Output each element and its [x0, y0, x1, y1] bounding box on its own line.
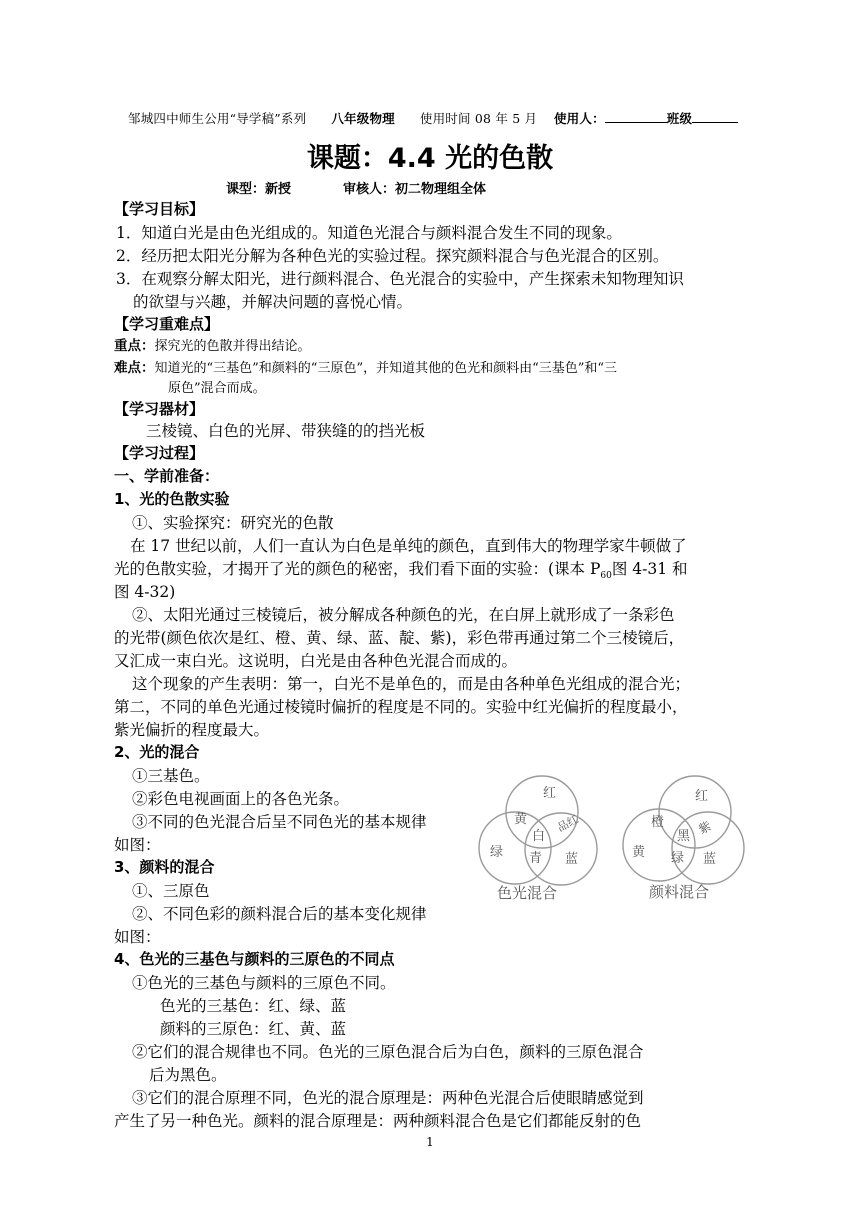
section-2-heading: 2、光的混合: [114, 743, 200, 761]
pigment-label-purple: 紫: [696, 818, 714, 837]
s2-line: ③不同的色光混合后呈不同色光的基本规律: [132, 813, 427, 831]
s1-line: 的光带(颜色依次是红、橙、黄、绿、蓝、靛、紫)，彩色带再通过第二个三棱镜后，: [114, 629, 685, 647]
pigment-label-red: 红: [695, 789, 709, 804]
s4-line: 产生了另一种色光。颜料的混合原理是：两种颜料混合色是它们都能反射的色: [114, 1112, 642, 1130]
pigment-label-orange: 橙: [651, 815, 665, 830]
subtitle: [226, 178, 486, 197]
s1-line: 紫光偏折的程度最大。: [114, 721, 270, 739]
goals-heading: 【学习目标】: [114, 200, 205, 218]
light-label-yellow: 黄: [514, 812, 528, 827]
s3-line: ①、三原色: [132, 882, 210, 900]
s1-line: [114, 557, 688, 581]
light-label-blue: 蓝: [565, 852, 579, 867]
focus-text: 探究光的色散并得出结论。: [154, 339, 311, 354]
pigment-red-circle: [659, 776, 731, 848]
s1-line: ①、实验探究：研究光的色散: [132, 514, 334, 532]
s4-line: 后为黑色。: [149, 1066, 227, 1084]
s1-line: 第二，不同的单色光通过棱镜时偏折的程度是不同的。实验中红光偏折的程度最小，: [114, 698, 688, 716]
page-title: 课题：4.4 光的色散: [306, 143, 554, 174]
header-series: 邹城四中师生公用“导学稿”系列: [128, 111, 307, 126]
header-date: 使用时间 08 年 5 月: [419, 111, 538, 126]
s1-line: 又汇成一束白光。这说明，白光是由各种色光混合而成的。: [114, 652, 518, 670]
equipment-heading: 【学习器材】: [114, 400, 205, 418]
s2-line: 如图：: [114, 836, 161, 854]
hard-line: [114, 356, 617, 376]
class-blank: [692, 110, 738, 123]
s1-line-part: 图 4-31 和: [611, 560, 688, 578]
s1-line: 在 17 世纪以前，人们一直认为白色是单纯的颜色，直到伟大的物理学家牛顿做了: [130, 537, 687, 555]
s1-line-part: 光的色散实验，才揭开了光的颜色的秘密，我们看下面的实验：(课本 P: [114, 560, 601, 578]
s1-line: 这个现象的产生表明：第一，白光不是单色的，而是由各种单色光组成的混合光；: [132, 675, 691, 693]
hard-text: 知道光的“三基色”和颜料的“三原色”，并知道其他的色光和颜料由“三基色”和“三: [154, 361, 618, 376]
light-label-white: 白: [532, 829, 546, 844]
header-course: 八年级物理: [331, 111, 395, 126]
hard-text-cont: 原色”混合而成。: [168, 381, 266, 396]
pigment-label-black: 黑: [677, 829, 691, 844]
goal-item: 的欲望与兴趣，并解决问题的喜悦心情。: [133, 293, 413, 311]
hard-label: 难点：: [114, 360, 155, 376]
key-heading: 【学习重难点】: [114, 315, 220, 333]
light-caption: 色光混合: [497, 884, 558, 902]
s1-line: 图 4-32): [114, 583, 176, 601]
light-label-green: 绿: [490, 845, 504, 860]
focus-label: 重点：: [114, 338, 155, 354]
reviewer: 审核人：初二物理组全体: [343, 182, 487, 197]
s2-line: ①三基色。: [132, 767, 210, 785]
pigment-label-green: 绿: [671, 851, 685, 866]
s4-line: 色光的三基色：红、绿、蓝: [160, 997, 347, 1015]
s4-line: 颜料的三原色：红、黄、蓝: [160, 1020, 347, 1038]
lesson-type: 课型：新授: [226, 182, 292, 197]
goal-item: 3．在观察分解太阳光，进行颜料混合、色光混合的实验中，产生探索未知物理知识: [116, 270, 684, 288]
equipment-text: 三棱镜、白色的光屏、带狭缝的的挡光板: [146, 422, 426, 440]
s1-line: ②、太阳光通过三棱镜后，被分解成各种颜色的光，在白屏上就形成了一条彩色: [132, 606, 675, 624]
light-label-magenta: 品红: [555, 812, 581, 835]
s3-line: ②、不同色彩的颜料混合后的基本变化规律: [132, 905, 427, 923]
pigment-label-yellow: 黄: [632, 845, 646, 860]
pigment-caption: 颜料混合: [649, 883, 710, 901]
header-class-label: 班级: [666, 111, 693, 126]
light-label-cyan: 青: [529, 851, 543, 866]
pigment-label-blue: 蓝: [703, 852, 717, 867]
section-1-heading: 1、光的色散实验: [114, 490, 230, 508]
section-4-heading: 4、色光的三基色与颜料的三原色的不同点: [114, 950, 395, 968]
s4-line: ①色光的三基色与颜料的三原色不同。: [132, 974, 396, 992]
s3-line: 如图：: [114, 928, 161, 946]
section-3-heading: 3、颜料的混合: [114, 858, 215, 876]
goal-item: 1．知道白光是由色光组成的。知道色光混合与颜料混合发生不同的现象。: [116, 224, 622, 242]
s2-line: ②彩色电视画面上的各色光条。: [132, 790, 350, 808]
page-header: [128, 109, 738, 127]
light-label-red: 红: [543, 786, 557, 801]
goal-item: 2．经历把太阳光分解为各种色光的实验过程。探究颜料混合与色光混合的区别。: [116, 247, 669, 265]
user-blank: [605, 110, 667, 123]
focus-line: [114, 334, 311, 354]
color-mixing-figure: [470, 770, 760, 920]
prep-heading: 一、学前准备：: [114, 467, 220, 485]
page-number: 1: [426, 1135, 434, 1149]
s4-line: ③它们的混合原理不同，色光的混合原理是：两种色光混合后使眼睛感觉到: [132, 1089, 644, 1107]
header-user-label: 使用人：: [553, 111, 605, 126]
process-heading: 【学习过程】: [114, 444, 205, 462]
page-ref-sub: 60: [600, 571, 612, 582]
s4-line: ②它们的混合规律也不同。色光的三原色混合后为白色，颜料的三原色混合: [132, 1043, 644, 1061]
